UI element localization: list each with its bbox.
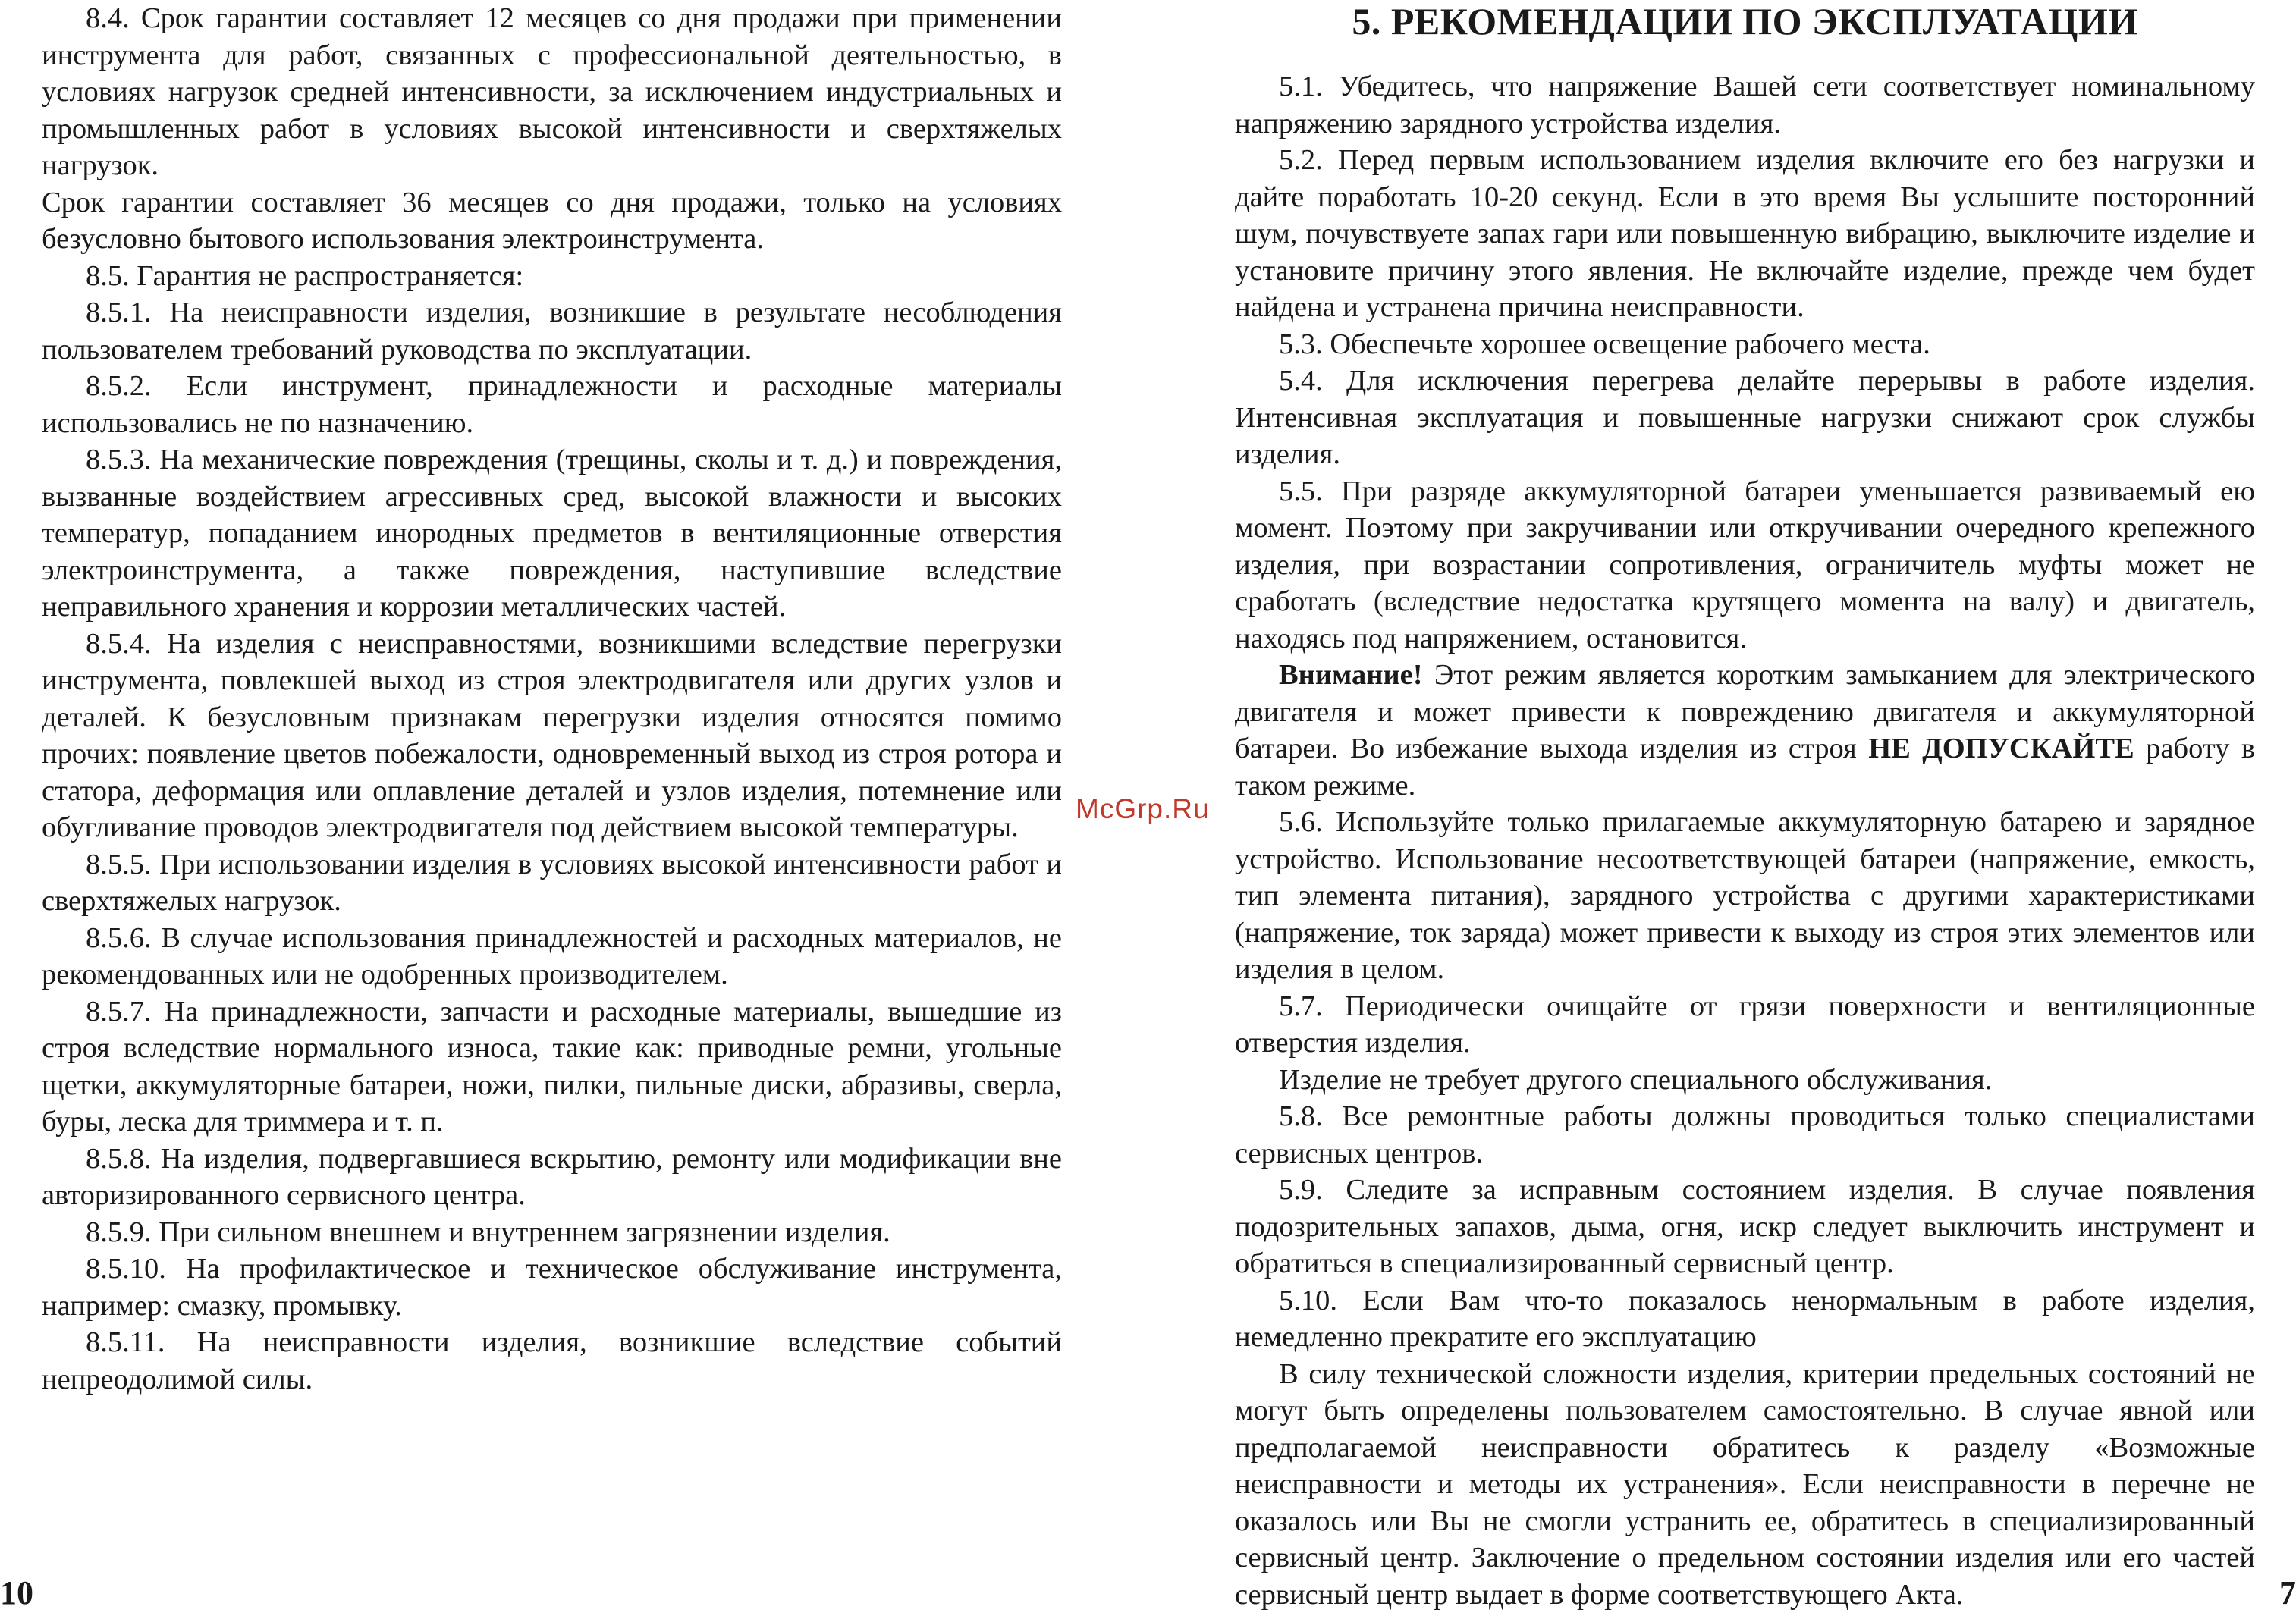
right-page-column [1235,0,2255,1613]
paragraph-no-service: Изделие не требует другого специального обслуживания. [1279,1063,1993,1096]
paragraph-5-6: 5.6. Используйте только прилагаемые аккумуляторную батарею и зарядное устройство. Использование несоответствующей батареи (напряжение, емкость, тип элемента питания), зарядного устройства с другими характеристиками (напряжение, ток заряда) может привести к выходу из строя этих элементов или изделия в целом. [1235,806,2255,985]
paragraph-limit-states: В силу технической сложности изделия, критерии предельных состояний не могут быть определены пользователем самостоятельно. В случае явной или предполагаемой неисправности обратитесь к разделу «Возможные неисправности и методы их устранения». Если неисправности в перечне не оказалось или Вы не смогли устранить ее, обратитесь в специализированный сервисный центр. Заключение о предельном состоянии изделия или его частей сервисный центр выдает в форме соответствующего Акта. [1235,1357,2255,1611]
warning-emphasis: НЕ ДОПУСКАЙТЕ [1868,733,2134,764]
paragraph-8-4: 8.4. Срок гарантии составляет 12 месяцев со дня продажи при применении инструмента для работ, связанных с профессиональной деятельностью, в условиях нагрузок средней интенсивности, за исключением индустриальных и промышленных работ в условиях высокой интенсивности и сверхтяжелых нагрузок. [42,2,1062,181]
paragraph-5-3: 5.3. Обеспечьте хорошее освещение рабочего места. [1279,328,1930,360]
paragraph-8-5-3: 8.5.3. На механические повреждения (трещины, сколы и т. д.) и повреждения, вызванные воздействием агрессивных сред, высокой влажности и высоких температур, попаданием инородных предметов в вентиляционные отверстия электроинструмента, а также повреждения, наступившие вследствие неправильного хранения и коррозии металлических частей. [42,444,1062,623]
warning-paragraph [1235,657,2255,804]
paragraph-8-5-1: 8.5.1. На неисправности изделия, возникшие в результате несоблюдения пользователем требований руководства по эксплуатации. [42,297,1062,366]
left-page-column [42,0,1062,1398]
warning-text-a: Этот режим является коротким замыканием для электрического двигателя и может привести к повреждению двигателя и аккумуляторной батареи. Во избежание выхода изделия из строя [1235,659,2255,764]
paragraph-warranty-36: Срок гарантии составляет 36 месяцев со дня продажи, только на условиях безусловно бытового использования электроинструмента. [42,186,1062,255]
paragraph-5-2: 5.2. Перед первым использованием изделия включите его без нагрузки и дайте поработать 10-20 секунд. Если в это время Вы услышите посторонний шум, почувствуете запах гари или повышенную вибрацию, выключите изделие и установите причину этого явления. Не включайте изделие, прежде чем будет найдена и устранена причина неисправности. [1235,144,2255,323]
paragraph-5-10: 5.10. Если Вам что-то показалось ненормальным в работе изделия, немедленно прекратите его эксплуатацию [1235,1284,2255,1353]
section-title: 5. РЕКОМЕНДАЦИИ ПО ЭКСПЛУАТАЦИИ [1352,0,2138,42]
paragraph-5-8: 5.8. Все ремонтные работы должны проводиться только специалистами сервисных центров. [1235,1100,2255,1169]
paragraph-8-5-10: 8.5.10. На профилактическое и техническое обслуживание инструмента, например: смазку, промывку. [42,1253,1062,1322]
paragraph-5-4: 5.4. Для исключения перегрева делайте перерывы в работе изделия. Интенсивная эксплуатация и повышенные нагрузки снижают срок службы изделия. [1235,365,2255,470]
warning-text-b: работу в таком режиме. [1235,733,2255,802]
paragraph-8-5-7: 8.5.7. На принадлежности, запчасти и расходные материалы, вышедшие из строя вследствие нормального износа, такие как: приводные ремни, угольные щетки, аккумуляторные батареи, ножи, пилки, пильные диски, абразивы, сверла, буры, леска для триммера и т. п. [42,995,1062,1137]
paragraph-8-5: 8.5. Гарантия не распространяется: [86,259,524,292]
paragraph-5-5: 5.5. При разряде аккумуляторной батареи уменьшается развиваемый ею момент. Поэтому при закручивании или откручивании очередного крепежного изделия, при возрастании сопротивления, ограничитель муфты может не сработать (вследствие недостатка крутящего момента на валу) и двигатель, находясь под напряжением, остановится. [1235,475,2255,654]
paragraph-8-5-6: 8.5.6. В случае использования принадлежностей и расходных материалов, не рекомендованных или не одобренных производителем. [42,921,1062,990]
paragraph-8-5-8: 8.5.8. На изделия, подвергавшиеся вскрытию, ремонту или модификации вне авторизированного сервисного центра. [42,1142,1062,1211]
paragraph-8-5-11: 8.5.11. На неисправности изделия, возникшие вследствие событий непреодолимой силы. [42,1326,1062,1395]
paragraph-5-7: 5.7. Периодически очищайте от грязи поверхности и вентиляционные отверстия изделия. [1235,990,2255,1059]
paragraph-8-5-9: 8.5.9. При сильном внешнем и внутреннем загрязнении изделия. [86,1216,890,1248]
paragraph-5-9: 5.9. Следите за исправным состоянием изделия. В случае появления подозрительных запахов, дыма, огня, искр следует выключить инструмент и обратиться в специализированный сервисный центр. [1235,1174,2255,1279]
warning-lead: Внимание! [1279,659,1423,691]
page-number-right: 7 [2279,1574,2296,1611]
page-number-left: 10 [0,1574,33,1611]
paragraph-8-5-2: 8.5.2. Если инструмент, принадлежности и расходные материалы использовались не по назначению. [42,370,1062,439]
paragraph-5-1: 5.1. Убедитесь, что напряжение Вашей сети соответствует номинальному напряжению зарядного устройства изделия. [1235,71,2255,140]
paragraph-8-5-4: 8.5.4. На изделия с неисправностями, возникшими вследствие перегрузки инструмента, повлекшей выход из строя электродвигателя или других узлов и деталей. К безусловным признакам перегрузки изделия относятся помимо прочих: появление цветов побежалости, одновременный выход из строя ротора и статора, деформация или оплавление деталей и узлов изделия, потемнение или обугливание проводов электродвигателя под действием высокой температуры. [42,627,1062,843]
watermark-text: McGrp.Ru [1076,793,1210,824]
paragraph-8-5-5: 8.5.5. При использовании изделия в условиях высокой интенсивности работ и сверхтяжелых нагрузок. [42,848,1062,917]
